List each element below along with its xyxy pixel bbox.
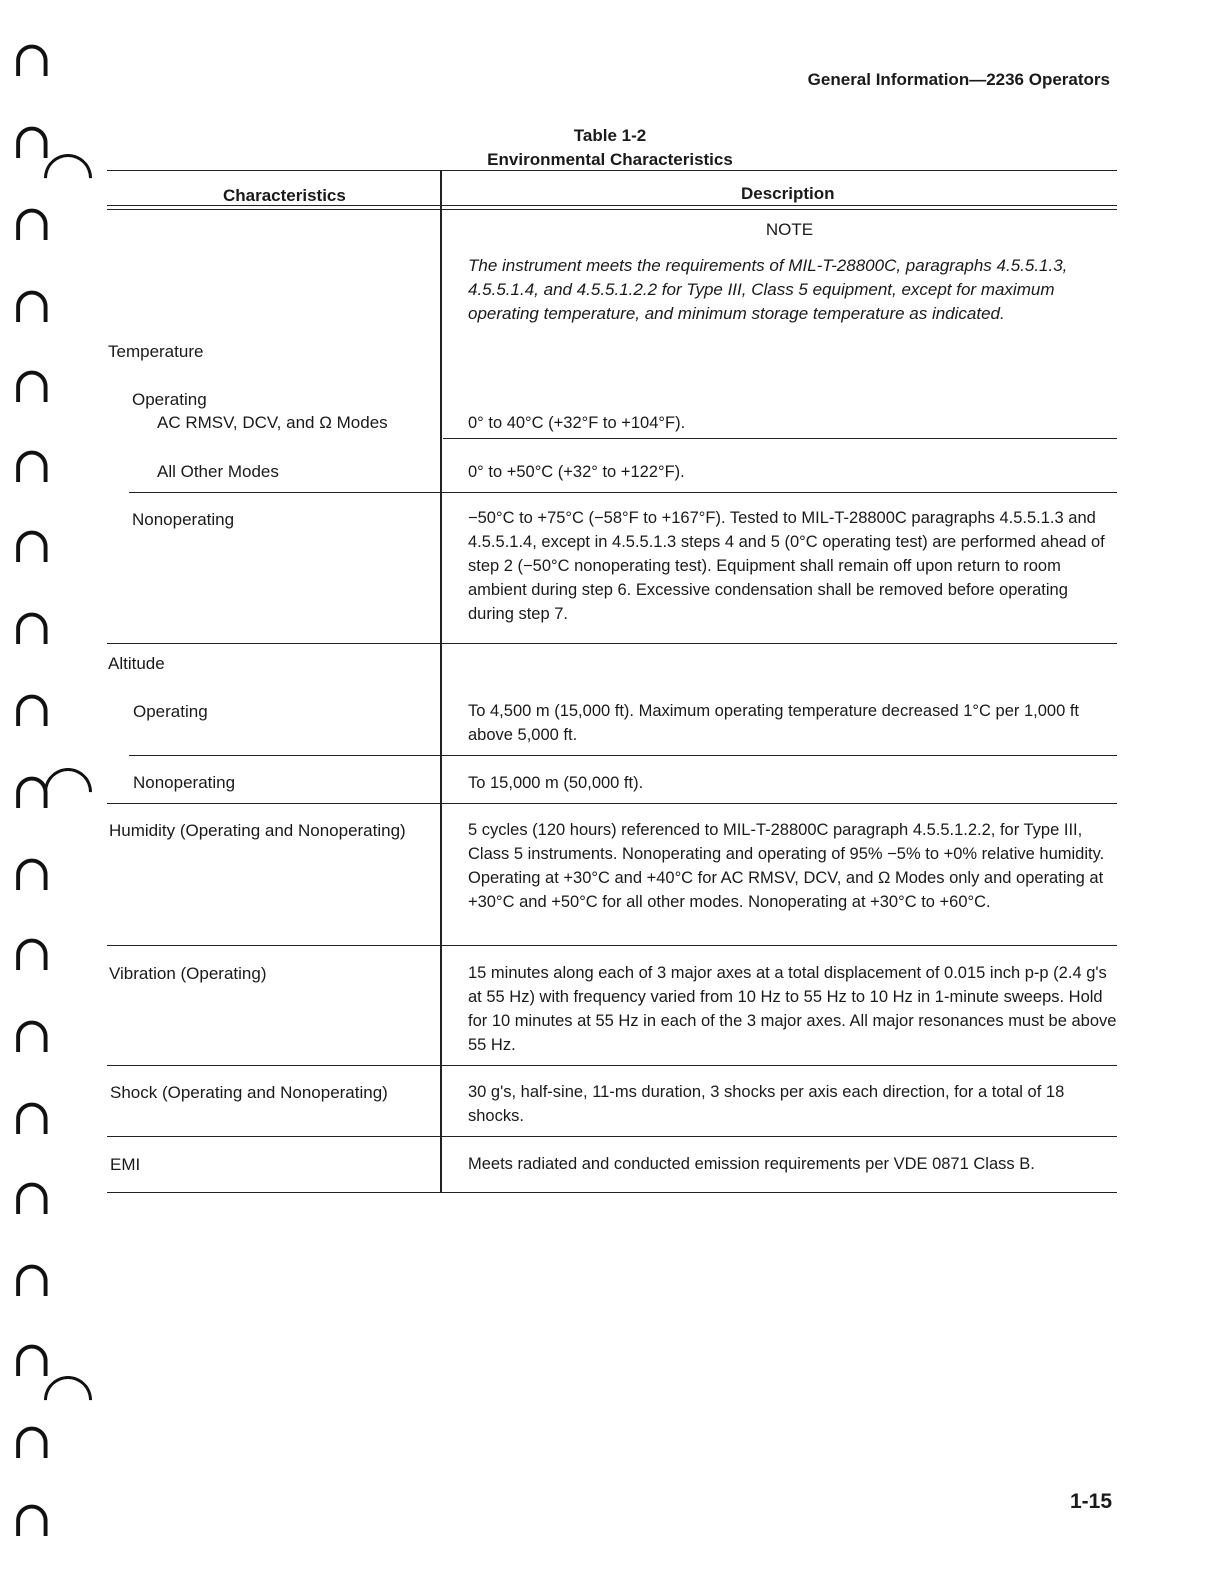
note-text: The instrument meets the requirements of MIL-T-28800C, paragraphs 4.5.5.1.3, 4.5.5.1.4, and 4.5.5.1.2.2 for Type III, Class 5 equipment, except for maximum operating temperature, and minimum storage temperature as indicated. (468, 256, 1068, 323)
temperature-ac-modes-label: AC RMSV, DCV, and Ω Modes (157, 413, 388, 432)
page-number: 1-15 (1069, 1490, 1112, 1513)
shock-label: Shock (Operating and Nonoperating) (110, 1083, 388, 1102)
temperature-other-modes-label: All Other Modes (157, 462, 279, 481)
temperature-operating-label: Operating (132, 390, 207, 409)
column-header-description: Description (741, 184, 835, 203)
binder-hole-icon: ∩ (11, 112, 53, 170)
binder-hole-icon: ∩ (11, 844, 53, 902)
altitude-nonoperating-label: Nonoperating (133, 773, 236, 792)
vibration-label: Vibration (Operating) (109, 964, 267, 983)
binder-hole-icon: ∩ (11, 680, 53, 738)
binder-hole-icon: ∩ (11, 1006, 53, 1064)
altitude-operating-label: Operating (133, 702, 208, 721)
temperature-nonoperating-desc: −50°C to +75°C (−58°F to +167°F). Tested to MIL-T-28800C paragraphs 4.5.5.1.3 and 4.5.5.1.4, except in 4.5.5.1.3 steps 4 and 5 (0°C operating test) are performed ahead of step 2 (−50°C nonoperating test). Equipment shall remain off upon return to room ambient during step 6. Excessive condensation shall be removed before operating during step 7. (468, 509, 1105, 623)
environmental-table (107, 170, 1117, 1200)
temperature-other-modes-desc: 0° to +50°C (+32° to +122°F). (468, 463, 685, 481)
column-header-characteristics: Characteristics (223, 186, 346, 205)
binder-hole-icon: ∩ (11, 1088, 53, 1146)
binder-hole-icon: ∩ (11, 516, 53, 574)
binder-hole-icon: ∩ (11, 1250, 53, 1308)
temperature-label: Temperature (108, 342, 204, 361)
altitude-label: Altitude (108, 654, 165, 673)
binder-hole-icon: ∩ (11, 1168, 53, 1226)
table-title: Environmental Characteristics (487, 150, 733, 169)
note-label: NOTE (765, 220, 814, 239)
binder-hole-icon: ∩ (11, 762, 53, 820)
table-number: Table 1-2 (573, 126, 647, 145)
binder-hole-icon: ∩ (11, 276, 53, 334)
binder-hole-icon: ∩ (11, 924, 53, 982)
humidity-desc: 5 cycles (120 hours) referenced to MIL-T-28800C paragraph 4.5.5.1.2.2, for Type III, Class 5 instruments. Nonoperating and operating of 95% −5% to +0% relative humidity. Operating at +30°C and +40°C for AC RMSV, DCV, and Ω Modes only and operating at +30°C and +50°C for all other modes. Nonoperating at +30°C to +60°C. (468, 821, 1105, 911)
vibration-desc: 15 minutes along each of 3 major axes at a total displacement of 0.015 inch p-p (2.4 g's at 55 Hz) with frequency varied from 10 Hz to 55 Hz to 10 Hz in 1-minute sweeps. Hold for 10 minutes at 55 Hz in each of the 3 major axes. All major resonances must be above 55 Hz. (468, 964, 1117, 1054)
shock-desc: 30 g's, half-sine, 11-ms duration, 3 shocks per axis each direction, for a total of 18 shocks. (468, 1083, 1065, 1125)
temperature-nonoperating-label: Nonoperating (132, 510, 235, 529)
emi-label: EMI (110, 1155, 141, 1174)
binder-hole-icon: ∩ (11, 436, 53, 494)
binder-hole-icon: ∩ (11, 1330, 53, 1388)
humidity-label: Humidity (Operating and Nonoperating) (109, 821, 406, 840)
emi-desc: Meets radiated and conducted emission requirements per VDE 0871 Class B. (468, 1155, 1035, 1173)
running-header: General Information—2236 Operators (807, 70, 1110, 89)
altitude-operating-desc: To 4,500 m (15,000 ft). Maximum operating temperature decreased 1°C per 1,000 ft above 5,000 ft. (468, 702, 1079, 744)
binder-hole-icon: ∩ (11, 598, 53, 656)
binder-hole-icon: ∩ (11, 1412, 53, 1470)
binder-hole-icon: ∩ (11, 194, 53, 252)
temperature-ac-modes-desc: 0° to 40°C (+32°F to +104°F). (468, 414, 686, 432)
altitude-nonoperating-desc: To 15,000 m (50,000 ft). (468, 774, 644, 792)
table-caption (440, 124, 780, 172)
binder-hole-icon: ∩ (11, 1490, 53, 1548)
binder-hole-icon: ∩ (11, 30, 53, 88)
binder-hole-icon: ∩ (11, 356, 53, 414)
